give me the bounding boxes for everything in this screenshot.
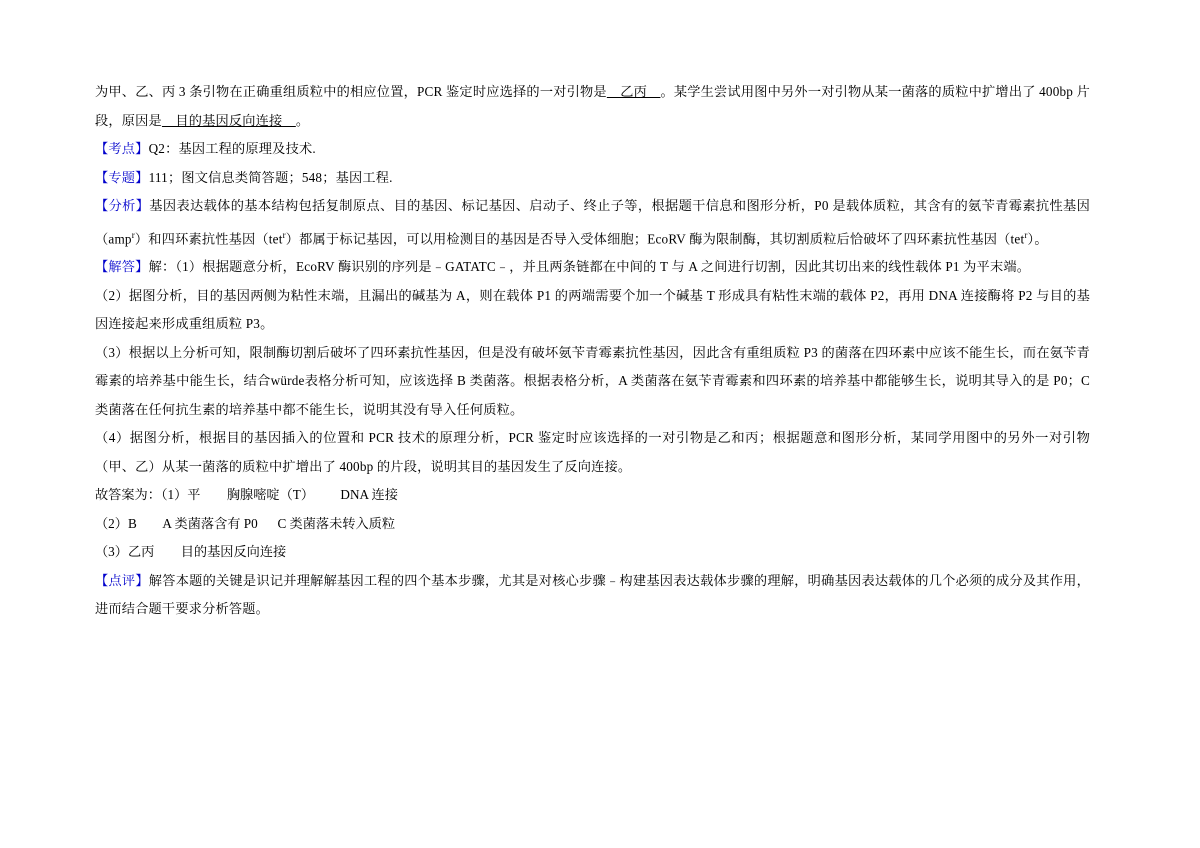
- answer-line-1: 故答案为：（1）平 胸腺嘧啶（T） DNA 连接: [95, 487, 398, 503]
- superscript: r: [1024, 229, 1028, 240]
- superscript: r: [131, 229, 135, 240]
- document-body: [95, 78, 1090, 624]
- text-run: ）都属于标记基因，可以用检测目的基因是否导入受体细胞；EcoRV 酶为限制酶，其切割质粒后恰破坏了四环素抗性基因（tet: [285, 230, 1025, 246]
- text-run: Q2：基因工程的原理及技术.: [148, 141, 316, 156]
- paragraph-p-kaodian: [95, 135, 1090, 164]
- answer-blank: 乙丙: [606, 84, 661, 99]
- paragraph-p-fenxi: [95, 192, 1090, 253]
- section-label: 【解答】: [95, 259, 149, 275]
- section-label: 【专题】: [95, 169, 149, 185]
- text-run: ）。: [1027, 230, 1048, 246]
- paragraph-p-question-tail: [95, 78, 1090, 135]
- answer-line-3: （3）乙丙 目的基因反向连接: [95, 544, 287, 560]
- section-label: 【点评】: [95, 572, 149, 588]
- text-run: 基因表达载体的基本结构包括复制原点、目的基因、标记基因、启动子、终止子等，根据题干信息和图形分析，P0 是载体质粒，其含有的氨苄青霉素抗性基因（amp: [95, 198, 1090, 246]
- text-run: （4）据图分析，根据目的基因插入的位置和 PCR 技术的原理分析，PCR 鉴定时应该选择的一对引物是乙和丙；根据题意和图形分析，某同学用图中的另外一对引物（甲、乙）从某一菌落的质粒中扩增出了 400bp 的片段，说明其目的基因发生了反向连接。: [95, 430, 1090, 474]
- text-run: 111；图文信息类简答题；548；基因工程.: [148, 169, 393, 185]
- paragraph-p-2: [95, 282, 1090, 339]
- answer-blank: 目的基因反向连接: [161, 112, 296, 128]
- text-run: （3）根据以上分析可知，限制酶切割后破坏了四环素抗性基因，但是没有破坏氨苄青霉素抗性基因，因此含有重组质粒 P3 的菌落在四环素中应该不能生长，而在氨苄青霉素的培养基中能生长，结合würde表格分析可知，应该选择 B 类菌落。根据表格分析，A 类菌落在氨苄青霉素和四环素的培养基中都能够生长，说明其导入的是 P0；C 类菌落在任何抗生素的培养基中都不能生长，说明其没有导入任何质粒。: [95, 344, 1090, 417]
- superscript: r: [282, 229, 286, 240]
- text-run: 。: [295, 112, 310, 128]
- answer-line-2: （2）B A 类菌落含有 P0 C 类菌落未转入质粒: [95, 515, 396, 531]
- paragraph-p-4: [95, 424, 1090, 481]
- text-run: 为甲、乙、丙 3 条引物在正确重组质粒中的相应位置，PCR 鉴定时应选择的一对引物是: [95, 84, 607, 99]
- paragraph-p-zhuanti: [95, 164, 1090, 193]
- text-run: 。某学生尝试用图中另外一对引物从某一菌落的质粒中扩增出了 400bp 片段，原因是: [95, 84, 1090, 128]
- text-run: 解：（1）根据题意分析，EcoRV 酶识别的序列是﹣GATATC﹣，并且两条链都在中间的 T 与 A 之间进行切割，因此其切出来的线性载体 P1 为平末端。: [148, 259, 1031, 275]
- paragraph-p-3: [95, 339, 1090, 425]
- section-label: 【考点】: [95, 141, 149, 156]
- text-run: （2）据图分析，目的基因两侧为粘性末端，且漏出的碱基为 A，则在载体 P1 的两端需要个加一个碱基 T 形成具有粘性末端的载体 P2，再用 DNA 连接酶将 P2 与目的基因连接起来形成重组质粒 P3。: [95, 287, 1090, 332]
- section-label: 【分析】: [95, 198, 150, 213]
- text-run: ）和四环素抗性基因（tet: [134, 230, 283, 246]
- paragraph-p-dianping: [95, 567, 1090, 624]
- paragraph-p-jieda: [95, 253, 1090, 282]
- text-run: 解答本题的关键是识记并理解解基因工程的四个基本步骤，尤其是对核心步骤﹣构建基因表达载体步骤的理解，明确基因表达载体的几个必须的成分及其作用，进而结合题干要求分析答题。: [95, 572, 1090, 617]
